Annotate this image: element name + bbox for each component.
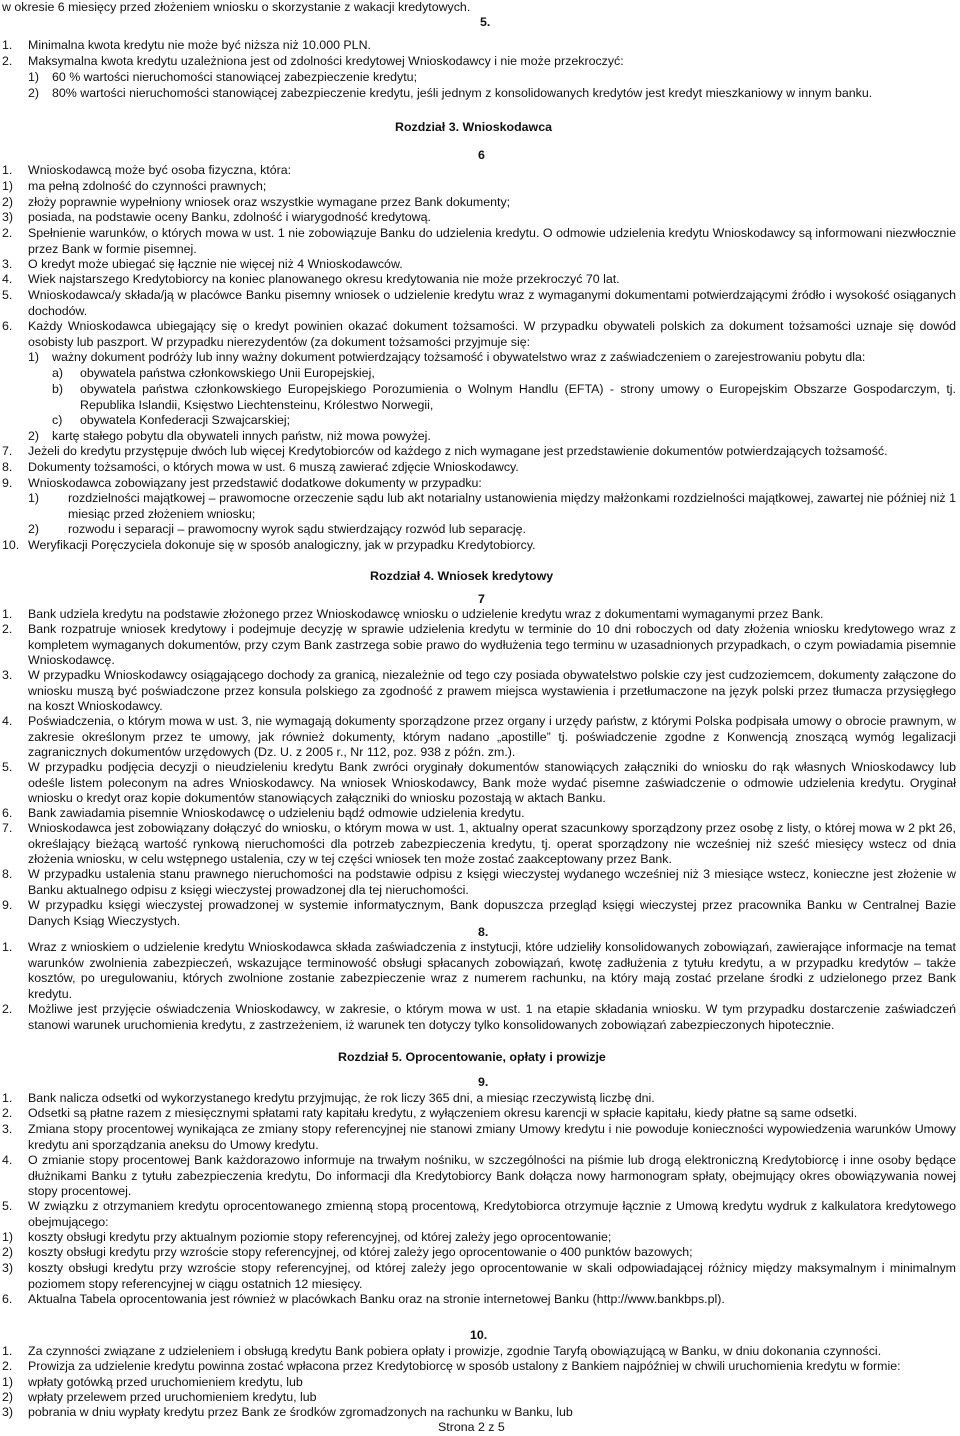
- section-6-item-6-letter-a: obywatela państwa członkowskiego Unii Europejskiej,: [80, 366, 375, 380]
- item-number: 4.: [2, 714, 13, 728]
- subitem-number: 3): [2, 1405, 14, 1419]
- section-9-item-6: Aktualna Tabela oprocentowania jest również w placówkach Banku oraz na stronie internetowej Banku (http://www.bankbps.pl).: [28, 1292, 725, 1306]
- section-10-subitem-1: wpłaty gotówką przed uruchomieniem kredytu, lub: [28, 1375, 303, 1389]
- section-10-item-2: Prowizja za udzielenie kredytu powinna zostać wpłacona przez Kredytobiorcę w sposób ustalony z Bankiem najpóźniej w chwili uruchomienia kredytu w formie:: [28, 1359, 901, 1373]
- section-9-item-3: Zmiana stopy procentowej wynikająca ze zmiany stopy referencyjnej nie stanowi zmiany Umowy kredytu i nie powoduje konieczności wypowiedzenia warunków Umowy kredytu ani sporządzania aneksu do Umowy kredytu.: [28, 1122, 956, 1152]
- item-number: 10.: [2, 538, 20, 552]
- section-6-item-8: Dokumenty tożsamości, o których mowa w ust. 6 muszą zawierać zdjęcie Wnioskodawcy.: [28, 460, 519, 474]
- item-number: 2.: [2, 1002, 13, 1016]
- item-number: 1.: [2, 1344, 13, 1358]
- chapter-5-title: Rozdział 5. Oprocentowanie, opłaty i prowizje: [338, 1050, 606, 1064]
- item-number: 5.: [2, 288, 13, 302]
- letter-number: a): [52, 366, 64, 380]
- item-number: 4.: [2, 1153, 13, 1167]
- item-number: 4.: [2, 272, 13, 286]
- section-9-subitem-3: koszty obsługi kredytu przy wzroście stopy referencyjnej, od której zależy jego oprocentowanie w skali odpowiadającej różnicy między maksymalnym i minimalnym poziomem stopy referencyjnej w ciągu ostatnich 12 miesięcy.: [28, 1261, 956, 1291]
- section-5-heading: 5.: [480, 15, 491, 29]
- section-9-item-2: Odsetki są płatne razem z miesięcznymi spłatami raty kapitału kredytu, z wyłączeniem okresu karencji w spłacie kapitału, kiedy płatne są same odsetki.: [28, 1106, 858, 1120]
- subitem-number: 2): [28, 86, 40, 100]
- section-6-subitem-1: ma pełną zdolność do czynności prawnych;: [28, 179, 267, 193]
- item-number: 2.: [2, 1106, 13, 1120]
- section-7-item-9: W przypadku księgi wieczystej prowadzonej w systemie informatycznym, Bank dopuszcza przegląd księgi wieczystej przez pracownika Banku w Centralnej Bazie Danych Ksiąg Wieczystych.: [28, 898, 956, 928]
- item-number: 2.: [2, 622, 13, 636]
- section-9-subitem-2: koszty obsługi kredytu przy wzroście stopy referencyjnej, od której zależy jego oprocentowanie o 400 punktów bazowych;: [28, 1245, 693, 1259]
- subitem-number: 2): [2, 1245, 14, 1259]
- item-number: 3.: [2, 257, 13, 271]
- item-number: 6.: [2, 806, 13, 820]
- section-6-item-6-letter-b: obywatela państwa członkowskiego Europejskiego Porozumienia o Wolnym Handlu (EFTA) - strony umowy o Europejskim Obszarze Gospodarczym, tj. Republika Islandii, Księstwo Liechtensteinu, Królestwo Norwegii,: [80, 382, 956, 412]
- section-5-subitem-2: 80% wartości nieruchomości stanowiącej zabezpieczenie kredytu, jeśli jednym z konsolidowanych kredytów jest kredyt mieszkaniowy w innym banku.: [52, 86, 873, 100]
- section-7-item-6: Bank zawiadamia pisemnie Wnioskodawcę o udzieleniu bądź odmowie udzielenia kredytu.: [28, 806, 525, 820]
- item-number: 9.: [2, 476, 13, 490]
- section-5-item-2: Maksymalna kwota kredytu uzależniona jest od zdolności kredytowej Wnioskodawcy i nie może przekroczyć:: [28, 54, 624, 68]
- section-7-item-7: Wnioskodawca jest zobowiązany dołączyć do wniosku, o którym mowa w ust. 1, aktualny operat szacunkowy sporządzony przez osobę z listy, o której mowa w 2 pkt 26, określający bieżącą wartość rynkową nieruchomości dla potrzeb zabezpieczenia kredytu, tj. operat sporządzony nie wcześniej niż sześć miesięcy wstecz od dnia złożenia wniosku, w celu wstępnego ustalenia, czy w tej części wniosek ten może zostać zaakceptowany przez Bank.: [28, 821, 956, 866]
- section-10-subitem-3: pobrania w dniu wypłaty kredytu przez Bank ze środków zgromadzonych na rachunku w Banku, lub: [28, 1405, 573, 1419]
- item-number: 6.: [2, 1292, 13, 1306]
- item-number: 1.: [2, 940, 13, 954]
- subitem-number: 1): [2, 1230, 14, 1244]
- section-7-item-3: W przypadku Wnioskodawcy osiągającego dochody za granicą, niezależnie od tego czy posiada obywatelstwo polskie czy jest cudzoziemcem, dokumenty załączone do wniosku muszą być poświadczone przez konsula polskiego za zgodność z prawem miejsca wystawienia i przetłumaczone na język polski przez tłumacza przysięgłego na koszt Wnioskodawcy.: [28, 668, 956, 713]
- section-5-item-1: Minimalna kwota kredytu nie może być niższa niż 10.000 PLN.: [28, 38, 371, 52]
- item-number: 5.: [2, 1199, 13, 1213]
- section-7-item-5: W przypadku podjęcia decyzji o nieudzieleniu kredytu Bank zwróci oryginały dokumentów stanowiących załączniki do wniosku do rąk własnych Wnioskodawcy lub odeśle listem poleconym na adres Wnioskodawcy. Na wniosek Wnioskodawcy, Bank może wydać pisemne zaświadczenie o odmowie udzielenia kredytu. Oryginał wniosku o kredyt oraz kopie dokumentów stanowiących załączniki do wniosku pozostają w aktach Banku.: [28, 760, 956, 805]
- chapter-4-title: Rozdział 4. Wniosek kredytowy: [370, 569, 554, 583]
- subitem-number: 3): [2, 1261, 14, 1275]
- subitem-number: 1): [28, 70, 40, 84]
- intro-line: w okresie 6 miesięcy przed złożeniem wniosku o skorzystanie z wakacji kredytowych.: [2, 0, 471, 14]
- item-number: 3.: [2, 1122, 13, 1136]
- item-number: 2.: [2, 1359, 13, 1373]
- section-6-item-9: Wnioskodawca zobowiązany jest przedstawić dodatkowe dokumenty w przypadku:: [28, 476, 482, 490]
- section-6-subitem-3: posiada, na podstawie oceny Banku, zdolność i wiarygodność kredytową.: [28, 210, 431, 224]
- subitem-number: 2): [2, 1390, 14, 1404]
- section-7-item-2: Bank rozpatruje wniosek kredytowy i podejmuje decyzję w sprawie udzielenia kredytu w terminie do 10 dni roboczych od daty złożenia wniosku kredytowego wraz z kompletem wymaganych dokumentów, przy czym Bank zastrzega sobie prawo do wydłużenia tego terminu w uzasadnionych przypadkach, o czym powiadamia pisemnie Wnioskodawcę.: [28, 622, 956, 667]
- section-6-item-6-sub-2: kartę stałego pobytu dla obywateli innych państw, niż mowa powyżej.: [52, 429, 431, 443]
- subitem-number: 3): [2, 210, 14, 224]
- subitem-number: 2): [28, 522, 40, 536]
- section-7-item-1: Bank udziela kredytu na podstawie złożonego przez Wnioskodawcę wniosku o udzielenie kredytu wraz z dokumentami wymaganymi przez Bank.: [28, 607, 824, 621]
- section-9-item-5: W związku z otrzymaniem kredytu oprocentowanego zmienną stopą procentową, Kredytobiorca otrzymuje łącznie z Umową kredytu wydruk z kalkulatora kredytowego obejmującego:: [28, 1199, 956, 1229]
- section-8-item-1: Wraz z wnioskiem o udzielenie kredytu Wnioskodawca składa zaświadczenia z instytucji, które udzieliły konsolidowanych zobowiązań, zawierające informacje na temat warunków zwolnienia zabezpieczeń, wskazujące terminowość obsługi spłacanych zobowiązań, kwotę zadłużenia z tytułu kredytu, a w przypadku kredytów – także kosztów, po uregulowaniu, których zwolnione zostanie zabezpieczenie wraz z numerem rachunku, na który mają zostać przelane środki z udzielonego przez Bank kredytu.: [28, 940, 956, 1001]
- item-number: 7.: [2, 821, 13, 835]
- section-6-heading: 6: [478, 148, 485, 162]
- section-6-item-6: Każdy Wnioskodawca ubiegający się o kredyt powinien okazać dokument tożsamości. W przypadku obywateli polskich za dokument tożsamości uznaje się dowód osobisty lub paszport. W przypadku nierezydentów (za dokument tożsamości przyjmuje się:: [28, 319, 956, 349]
- section-10-item-1: Za czynności związane z udzieleniem i obsługą kredytu Bank pobiera opłaty i prowizje, zgodnie Taryfą obowiązującą w Banku, w dniu dokonania czynności.: [28, 1344, 882, 1358]
- section-8-heading: 8.: [478, 925, 489, 939]
- section-6-item-9-sub-2: rozwodu i separacji – prawomocny wyrok sądu stwierdzający rozwód lub separację.: [68, 522, 526, 536]
- item-number: 1.: [2, 163, 13, 177]
- subitem-number: 1): [28, 350, 40, 364]
- section-10-subitem-2: wpłaty przelewem przed uruchomieniem kredytu, lub: [28, 1390, 317, 1404]
- section-6-item-1: Wnioskodawcą może być osoba fizyczna, która:: [28, 163, 292, 177]
- item-number: 1.: [2, 607, 13, 621]
- item-number: 2.: [2, 226, 13, 240]
- section-10-heading: 10.: [470, 1328, 488, 1342]
- section-6-item-2: Spełnienie warunków, o których mowa w ust. 1 nie zobowiązuje Banku do udzielenia kredytu. O odmowie udzielenia kredytu Wnioskodawcy są informowani niezwłocznie przez Bank w formie pisemnej.: [28, 226, 956, 256]
- item-number: 1.: [2, 38, 13, 52]
- letter-number: c): [52, 413, 63, 427]
- section-5-subitem-1: 60 % wartości nieruchomości stanowiącej zabezpieczenie kredytu;: [52, 70, 418, 84]
- section-9-subitem-1: koszty obsługi kredytu przy aktualnym poziomie stopy referencyjnej, od której zależy jego oprocentowanie;: [28, 1230, 612, 1244]
- section-7-item-8: W przypadku ustalenia stanu prawnego nieruchomości na podstawie odpisu z księgi wieczystej wydanego wcześniej niż 3 miesiące wstecz, konieczne jest złożenie w Banku aktualnego odpisu z księgi wieczystej prowadzonej dla tej nieruchomości.: [28, 867, 956, 897]
- item-number: 5.: [2, 760, 13, 774]
- section-6-item-9-sub-1: rozdzielności majątkowej – prawomocne orzeczenie sądu lub akt notarialny ustanowienia między małżonkami rozdzielności majątkowej, zawartej nie później niż 1 miesiąc przed złożeniem wniosku;: [68, 491, 956, 521]
- chapter-3-title: Rozdział 3. Wnioskodawca: [395, 120, 552, 134]
- item-number: 9.: [2, 898, 13, 912]
- section-6-item-4: Wiek najstarszego Kredytobiorcy na koniec planowanego okresu kredytowania nie może przekroczyć 70 lat.: [28, 272, 620, 286]
- section-6-item-10: Weryfikacji Poręczyciela dokonuje się w sposób analogiczny, jak w przypadku Kredytobiorcy.: [28, 538, 536, 552]
- item-number: 8.: [2, 460, 13, 474]
- subitem-number: 1): [2, 1375, 14, 1389]
- item-number: 8.: [2, 867, 13, 881]
- section-7-heading: 7: [478, 592, 485, 606]
- section-9-heading: 9.: [478, 1075, 489, 1089]
- section-6-item-6-sub-1: ważny dokument podróży lub inny ważny dokument potwierdzający tożsamość i obywatelstwo wraz z zaświadczeniem o zarejestrowaniu pobytu dla:: [52, 350, 866, 364]
- section-6-item-5: Wnioskodawca/y składa/ją w placówce Banku pisemny wniosek o udzielenie kredytu wraz z wymaganymi dokumentami potwierdzającymi źródło i wysokość osiąganych dochodów.: [28, 288, 956, 318]
- letter-number: b): [52, 382, 64, 396]
- item-number: 7.: [2, 444, 13, 458]
- section-8-item-2: Możliwe jest przyjęcie oświadczenia Wnioskodawcy, w zakresie, o którym mowa w ust. 1 na etapie składania wniosku. W tym przypadku dostarczenie zaświadczeń stanowi warunek uruchomienia kredytu, z zastrzeżeniem, iż warunek ten dotyczy tylko konsolidowanych zobowiązań zabezpieczonych hipotecznie.: [28, 1002, 956, 1032]
- section-6-item-7: Jeżeli do kredytu przystępuje dwóch lub więcej Kredytobiorców od każdego z nich wymagane jest przedstawienie dokumentów potwierdzających tożsamość.: [28, 444, 888, 458]
- subitem-number: 2): [28, 429, 40, 443]
- subitem-number: 1): [2, 179, 14, 193]
- section-9-item-1: Bank nalicza odsetki od wykorzystanego kredytu przyjmując, że rok liczy 365 dni, a miesiąc rzeczywistą liczbę dni.: [28, 1091, 655, 1105]
- subitem-number: 1): [28, 491, 40, 505]
- section-6-subitem-2: złoży poprawnie wypełniony wniosek oraz wszystkie wymagane przez Bank dokumenty;: [28, 195, 511, 209]
- section-6-item-3: O kredyt może ubiegać się łącznie nie więcej niż 4 Wnioskodawców.: [28, 257, 403, 271]
- section-7-item-4: Poświadczenia, o którym mowa w ust. 3, nie wymagają dokumenty sporządzone przez organy i urzędy państw, z którymi Polska podpisała umowy o obrocie prawnym, w zakresie określonym przez te umowy, jak również dokumenty, którym nadano „apostille” tj. poświadczenie zgodne z Konwencją znoszącą wymóg legalizacji zagranicznych dokumentów urzędowych (Dz. U. z 2005 r., Nr 112, poz. 938 z późn. zm.).: [28, 714, 956, 759]
- section-6-item-6-letter-c: obywatela Konfederacji Szwajcarskiej;: [80, 413, 291, 427]
- item-number: 2.: [2, 54, 13, 68]
- item-number: 6.: [2, 319, 13, 333]
- page-footer: Strona 2 z 5: [438, 1420, 505, 1434]
- item-number: 1.: [2, 1091, 13, 1105]
- section-9-item-4: O zmianie stopy procentowej Bank każdorazowo informuje na trwałym nośniku, w szczególności na piśmie lub drogą elektroniczną Kredytobiorcę i inne osoby będące dłużnikami Banku z tytułu zabezpieczenia kredytu, Do informacji dla Kredytobiorcy Bank dołącza nowy harmonogram spłaty, obejmujący okres obowiązywania nowej stopy procentowej.: [28, 1153, 956, 1198]
- subitem-number: 2): [2, 195, 14, 209]
- item-number: 3.: [2, 668, 13, 682]
